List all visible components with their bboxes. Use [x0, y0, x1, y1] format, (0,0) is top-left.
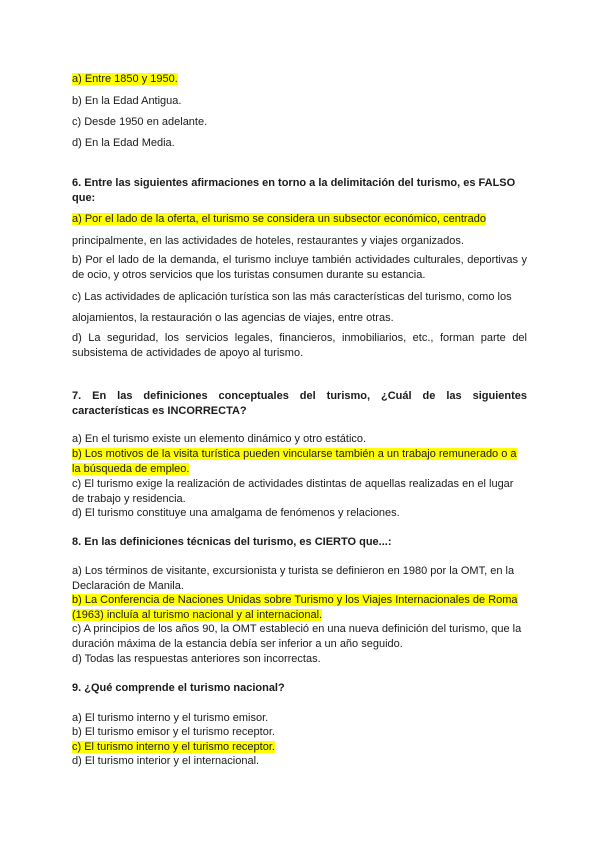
q5-option-b: b) En la Edad Antigua. — [72, 95, 182, 107]
q9-option-c — [72, 740, 275, 754]
highlight: c) El turismo interno y el turismo receptor. — [72, 741, 275, 753]
q9-question: 9. ¿Qué comprende el turismo nacional? — [72, 682, 285, 694]
q6-question: 6. Entre las siguientes afirmaciones en torno a la delimitación del turismo, es FALSO que: — [72, 177, 516, 204]
q9-option-a: a) El turismo interno y el turismo emisor. — [72, 712, 269, 724]
q8-question: 8. En las definiciones técnicas del turismo, es CIERTO que...: — [72, 536, 392, 548]
q9-option-b: b) El turismo emisor y el turismo receptor. — [72, 726, 275, 738]
q8-option-c: c) A principios de los años 90, la OMT estableció en una nueva definición del turismo, que la duración máxima de la estancia debía ser inferior a un año seguido. — [72, 623, 522, 650]
q7-question: 7. En las definiciones conceptuales del turismo, ¿Cuál de las siguientes características es INCORRECTA? — [72, 390, 527, 417]
q6-option-b: b) Por el lado de la demanda, el turismo incluye también actividades culturales, deportivas y de ocio, y otros servicios que los turistas consumen durante su estancia. — [72, 254, 527, 281]
highlight: a) Entre 1850 y 1950. — [72, 73, 178, 85]
q6-option-c-line1: c) Las actividades de aplicación turística son las más características del turismo, como los — [72, 291, 512, 303]
q7-option-c: c) El turismo exige la realización de actividades distintas de aquellas realizadas en el lugar de trabajo y residencia. — [72, 478, 514, 505]
q5-option-c: c) Desde 1950 en adelante. — [72, 116, 208, 128]
highlight: b) Los motivos de la visita turística pueden vincularse también a un trabajo remunerado o a la búsqueda de empleo. — [72, 448, 517, 475]
q7-option-a: a) En el turismo existe un elemento dinámico y otro estático. — [72, 433, 367, 445]
q7-option-d: d) El turismo constituye una amalgama de fenómenos y relaciones. — [72, 507, 400, 519]
highlight: a) Por el lado de la oferta, el turismo se considera un subsector económico, centrado — [72, 213, 486, 225]
q5-option-d: d) En la Edad Media. — [72, 137, 175, 149]
q6-option-a-continued: principalmente, en las actividades de hoteles, restaurantes y viajes organizados. — [72, 235, 464, 247]
q8-option-b — [72, 593, 527, 622]
q5-option-a — [72, 72, 178, 86]
q6-option-d: d) La seguridad, los servicios legales, financieros, inmobiliarios, etc., forman parte del subsistema de actividades de apoyo al turismo. — [72, 332, 527, 359]
q6-option-a — [72, 212, 486, 226]
q8-option-d: d) Todas las respuestas anteriores son incorrectas. — [72, 653, 321, 665]
q7-option-b — [72, 447, 527, 476]
highlight: b) La Conferencia de Naciones Unidas sobre Turismo y los Viajes Internacionales de Roma (1963) incluía al turismo nacional y al internacional. — [72, 594, 518, 621]
q9-option-d: d) El turismo interior y el internacional. — [72, 755, 260, 767]
q8-option-a: a) Los términos de visitante, excursionista y turista se definieron en 1980 por la OMT, en la Declaración de Manila. — [72, 565, 515, 592]
q6-option-c-line2: alojamientos, la restauración o las agencias de viajes, entre otras. — [72, 312, 394, 324]
